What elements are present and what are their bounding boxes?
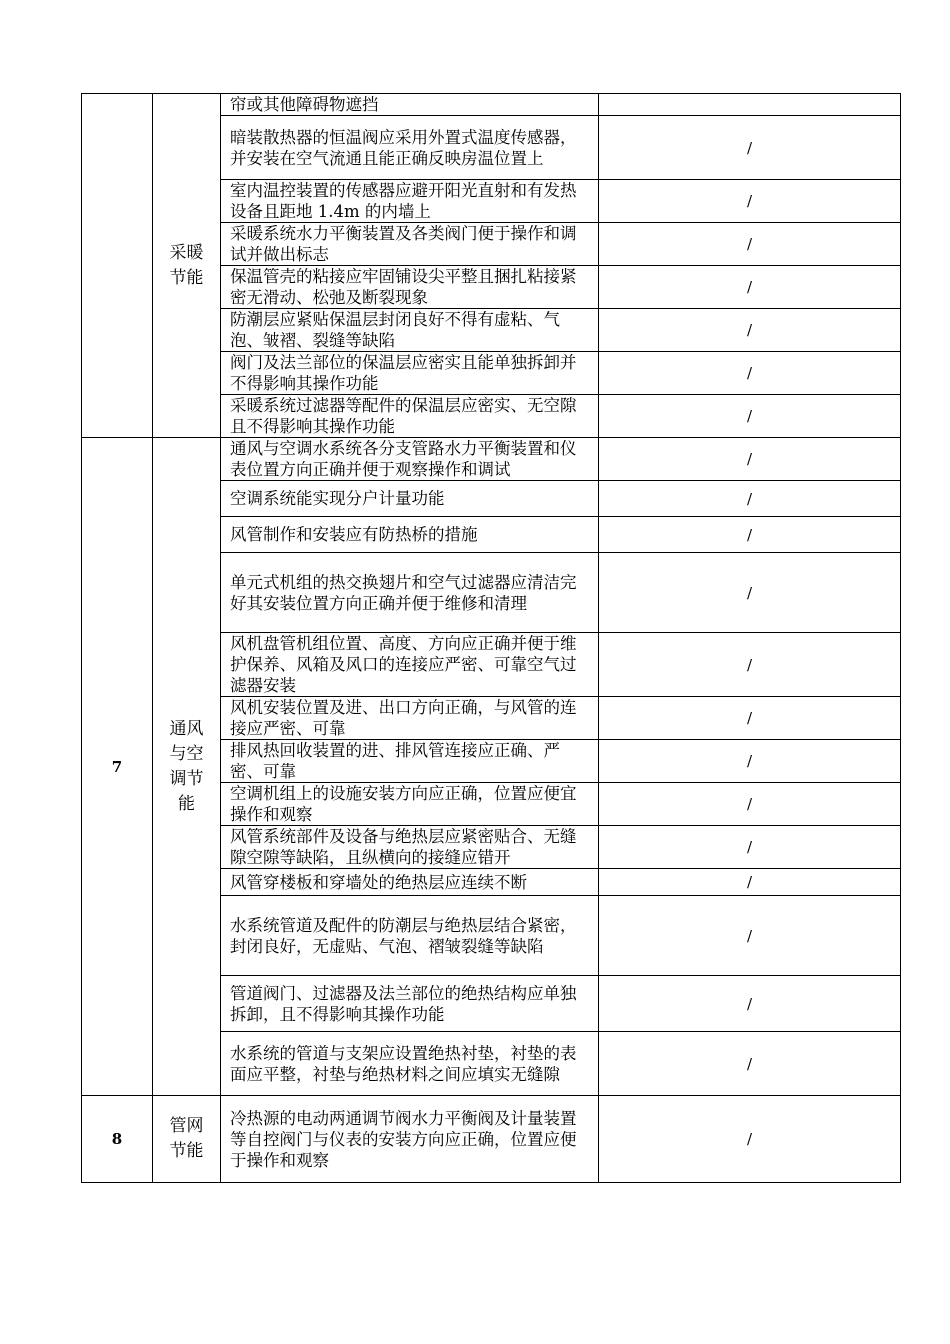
section-number-cell: 8 <box>82 1096 153 1183</box>
category-cell-heating <box>153 94 221 438</box>
result-cell: / <box>599 697 901 740</box>
item-text: 空调系统能实现分户计量功能 <box>230 489 445 508</box>
item-cell <box>221 438 599 481</box>
item-cell <box>221 481 599 517</box>
result-cell: / <box>599 309 901 352</box>
result-cell: / <box>599 180 901 223</box>
item-cell <box>221 116 599 180</box>
category-label: 管网节能 <box>169 1116 204 1161</box>
result-cell: / <box>599 1032 901 1096</box>
result-cell: / <box>599 223 901 266</box>
item-cell <box>221 553 599 633</box>
result-cell: / <box>599 395 901 438</box>
item-cell <box>221 180 599 223</box>
item-text: 风机安装位置及进、出口方向正确，与风管的连接应严密、可靠 <box>230 698 577 738</box>
item-text: 暗装散热器的恒温阀应采用外置式温度传感器，并安装在空气流通且能正确反映房温位置上 <box>230 127 577 168</box>
item-text: 水系统管道及配件的防潮层与绝热层结合紧密，封闭良好，无虚贴、气泡、褶皱裂缝等缺陷 <box>230 915 577 956</box>
category-cell-ventilation <box>153 438 221 1096</box>
item-text: 防潮层应紧贴保温层封闭良好不得有虚粘、气泡、皱褶、裂缝等缺陷 <box>230 310 560 350</box>
item-text: 风管系统部件及设备与绝热层应紧密贴合、无缝隙空隙等缺陷，且纵横向的接缝应错开 <box>230 827 577 867</box>
item-cell <box>221 94 599 116</box>
table-row <box>82 1096 901 1183</box>
section-number-cell <box>82 94 153 438</box>
item-text: 风管穿楼板和穿墙处的绝热层应连续不断 <box>230 872 527 892</box>
result-cell: / <box>599 976 901 1032</box>
result-cell <box>599 94 901 116</box>
result-cell: / <box>599 783 901 826</box>
category-cell-pipe-network <box>153 1096 221 1183</box>
table-row <box>82 94 901 116</box>
item-cell <box>221 309 599 352</box>
item-cell <box>221 1032 599 1096</box>
table-row <box>82 438 901 481</box>
result-cell: / <box>599 352 901 395</box>
item-text: 管道阀门、过滤器及法兰部位的绝热结构应单独拆卸，且不得影响其操作功能 <box>230 983 577 1024</box>
item-text: 帘或其他障碍物遮挡 <box>230 95 379 114</box>
item-cell <box>221 1096 599 1183</box>
result-cell: / <box>599 116 901 180</box>
item-cell <box>221 740 599 783</box>
item-text: 通风与空调水系统各分支管路水力平衡装置和仪表位置方向正确并便于观察操作和调试 <box>230 439 577 479</box>
result-cell: / <box>599 633 901 697</box>
item-text: 室内温控装置的传感器应避开阳光直射和有发热设备且距地 1.4m 的内墙上 <box>230 181 577 221</box>
item-cell <box>221 697 599 740</box>
item-text: 冷热源的电动两通调节阀水力平衡阀及计量装置等自控阀门与仪表的安装方向应正确，位置应便于操作和观察 <box>230 1108 577 1170</box>
item-cell <box>221 633 599 697</box>
item-cell <box>221 223 599 266</box>
item-text: 风机盘管机组位置、高度、方向应正确并便于维护保养、风箱及风口的连接应严密、可靠空气过滤器安装 <box>230 634 577 695</box>
category-label: 通风与空调节能 <box>169 718 204 814</box>
result-cell: / <box>599 1096 901 1183</box>
item-text: 空调机组上的设施安装方向应正确，位置应便宜操作和观察 <box>230 784 577 824</box>
item-cell <box>221 266 599 309</box>
item-cell <box>221 783 599 826</box>
item-text: 水系统的管道与支架应设置绝热衬垫，衬垫的表面应平整，衬垫与绝热材料之间应填实无缝隙 <box>230 1043 577 1084</box>
result-cell: / <box>599 438 901 481</box>
item-text: 风管制作和安装应有防热桥的措施 <box>230 525 478 544</box>
inspection-table <box>81 93 901 1183</box>
result-cell: / <box>599 266 901 309</box>
category-label: 采暖节能 <box>169 242 204 288</box>
item-text: 阀门及法兰部位的保温层应密实且能单独拆卸并不得影响其操作功能 <box>230 353 577 393</box>
result-cell: / <box>599 517 901 553</box>
result-cell: / <box>599 826 901 869</box>
item-text: 保温管壳的粘接应牢固铺设尖平整且捆扎粘接紧密无滑动、松弛及断裂现象 <box>230 267 577 307</box>
item-cell <box>221 352 599 395</box>
result-cell: / <box>599 740 901 783</box>
item-cell <box>221 395 599 438</box>
item-cell <box>221 896 599 976</box>
item-cell <box>221 826 599 869</box>
item-text: 单元式机组的热交换翅片和空气过滤器应清洁完好其安装位置方向正确并便于维修和清理 <box>230 572 577 613</box>
result-cell: / <box>599 553 901 633</box>
item-cell <box>221 517 599 553</box>
result-cell: / <box>599 869 901 896</box>
item-text: 排风热回收装置的进、排风管连接应正确、严密、可靠 <box>230 741 560 781</box>
result-cell: / <box>599 481 901 517</box>
item-text: 采暖系统过滤器等配件的保温层应密实、无空隙且不得影响其操作功能 <box>230 396 577 436</box>
item-cell <box>221 869 599 896</box>
item-text: 采暖系统水力平衡装置及各类阀门便于操作和调试并做出标志 <box>230 224 577 264</box>
result-cell: / <box>599 896 901 976</box>
section-number-cell: 7 <box>82 438 153 1096</box>
item-cell <box>221 976 599 1032</box>
